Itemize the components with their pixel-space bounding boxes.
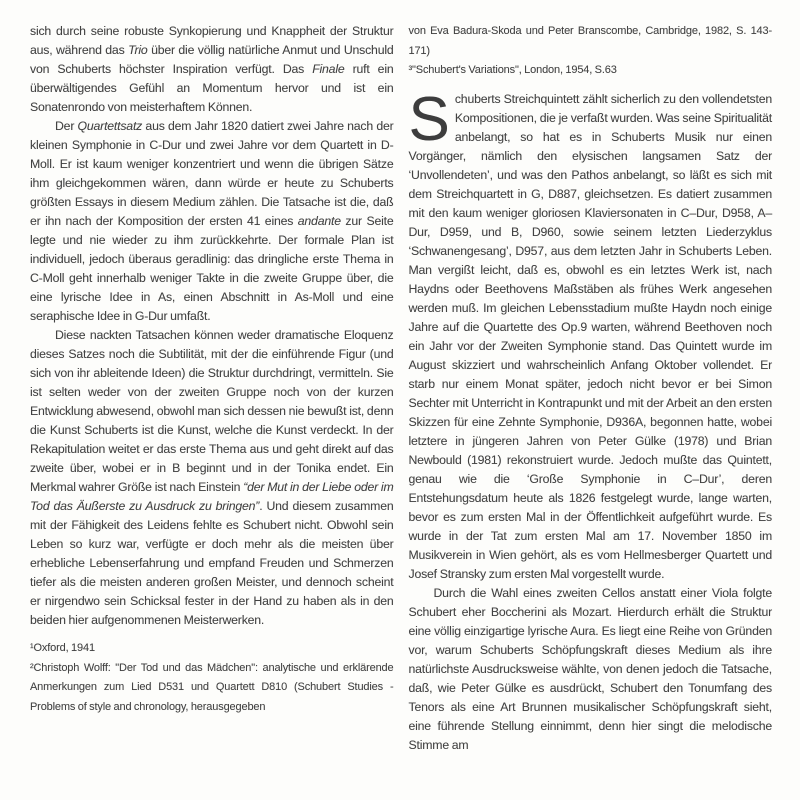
body-paragraph: [408, 84, 773, 584]
body-paragraph: [30, 117, 394, 326]
text-run: chuberts Streichquintett zählt sicherlich zu den vollendetsten Kompositionen, die je verfaßt wurden. Was seine Spiritualität anbelangt, so hat es in Schuberts Musik nur einen Vorgänger, nämlich den elysischen langsamen Satz der ‘Unvollendeten’, und was den Pathos anbelangt, so läßt es sich mit dem Streichquartett in G, D887, gleichsetzen. Es datiert zusammen mit den kaum weniger gloriosen Klaviersonaten in C–Dur, D958, A–Dur, D959, und B, D960, sowie seinem letzten Liederzyklus ‘Schwanengesang’, D957, aus dem letzten Jahr in Schuberts Leben. Man vergißt leicht, daß es, obwohl es ein letztes Werk ist, nach Haydns oder Beethovens Maßstäben als frühes Werk angesehen werden muß. Im gleichen Lebensstadium mußte Haydn noch einige Jahre auf die Quartette des Op.9 warten, während Beethoven noch ein Jahr vor der Zweiten Symphonie stand. Das Quintett wurde im August skizziert und wahrscheinlich Anfang Oktober vollendet. Er starb nur einem Monat später, jedoch nicht bevor er bei Simon Sechter mit Unterricht in Kontrapunkt und mit der Arbeit an den ersten Skizzen für eine Zehnte Symphonie, D936A, begonnen hatte, wobei letztere in jüngeren Jahren von Peter Gülke (1978) und Brian Newbould (1981) rekonstruiert wurde. Jedoch mußte das Quintett, genau wie die ‘Große Symphonie in C–Dur’, deren Entstehungsdatum heute als 1826 festgelegt wurde, lange warten, bevor es zum ersten Mal in der Öffentlichkeit aufgeführt wurde. Es wurde in der Tat zum ersten Mal am 17. November 1850 im Musikverein in Wien gehört, als es vom Hellmesberger Quartett und Josef Stransky zum ersten Mal vorgestellt wurde.: [408, 91, 772, 581]
italic-text-run: “der Mut in der Liebe oder im Tod das Äußerste zu Ausdruck zu bringen”: [30, 480, 394, 513]
body-paragraph: [30, 22, 394, 117]
text-run: ²Christoph Wolff: "Der Tod und das Mädchen": analytische und erklärende Anmerkungen zum Lied D531 und Quartett D810 (Schubert Studies - Problems of style and chronology, herausgegeben: [30, 661, 394, 713]
text-run: Der: [55, 119, 78, 133]
footnote: [30, 659, 394, 718]
text-run: Durch die Wahl eines zweiten Cellos anstatt einer Viola folgte Schubert eher Boccherini als Mozart. Hierdurch erhält die Struktur eine völlig einzigartige lyrische Aura. Es liegt eine Reihe von Gründen vor, warum Schuberts Schöpfungskraft dieses Medium als ihre natürlichste Ausdrucksweise wählte, von denen jedoch die Tatsache, daß, wie Peter Gülke es ausdrückt, Schubert den Tonumfang des Tenors als eine Art Brunnen musikalischer Schöpfungskraft sieht, eine führende Stellung einnimmt, denn hier singt die melodische Stimme am: [408, 585, 772, 752]
text-run: . Und diesem zusammen mit der Fähigkeit des Leidens fehlte es Schubert nicht. Obwohl sein Leben so kurz war, verfügte er doch mehr als die meisten über erhebliche Lebenserfahrung und empfand Freuden und Schmerzen tiefer als die meisten anderen großen Meister, und dennoch scheint er nirgendwo sein Schicksal fester in der Hand zu haben als in den beiden hier aufgenommenen Meisterwerken.: [30, 499, 394, 627]
text-run: ³"Schubert's Variations", London, 1954, S.63: [408, 64, 617, 76]
body-paragraph: [30, 326, 394, 630]
text-run: sich durch seine robuste Synkopierung und Knappheit der Struktur aus, während das: [30, 24, 394, 57]
italic-text-run: Quartettsatz: [77, 119, 143, 133]
footnote: [409, 61, 773, 81]
italic-text-run: Trio: [128, 43, 148, 57]
text-run: von Eva Badura-Skoda und Peter Branscombe, Cambridge, 1982, S. 143-171): [408, 25, 772, 57]
drop-cap-letter: S: [408, 84, 450, 154]
text-run: über die völlig natürliche Anmut und Unschuld von Schuberts höchster Inspiration verfügt. Das: [30, 43, 394, 76]
right-column: [409, 22, 773, 800]
italic-text-run: andante: [297, 214, 341, 228]
body-paragraph: [409, 584, 773, 755]
text-run: Diese nackten Tatsachen können weder dramatische Eloquenz dieses Satzes noch die Subtilität, mit der die einführende Figur (und sich von ihr ableitende Ideen) die Struktur durchdringt, vermitteln. Sie ist selten weder von der zweiten Gruppe noch von der kurzen Entwicklung abwesend, obwohl man sich dessen nie bewußt ist, denn die Kunst Schuberts ist die Kunst, welche die Kunst verdeckt. In der Rekapitulation weitet er das erste Thema aus und geht direkt auf das zweite über, wobei er in B beginnt und in der Tonika endet. Ein Merkmal wahrer Größe ist nach Einstein: [30, 328, 394, 494]
text-run: aus dem Jahr 1820 datiert zwei Jahre nach der kleinen Symphonie in C-Dur und zwei Jahre vor dem Quartett in D-Moll. Er ist kaum weniger konzentriert und wenn die übrigen Sätze ihm gleichgekommen wären, dann würde er heute zu Schuberts größten Essays in diesem Medium zählen. Die Tatsache ist die, daß er ihn nach der Komposition der ersten 41 eines: [30, 119, 394, 228]
text-run: ¹Oxford, 1941: [30, 642, 95, 654]
text-run: ruft ein überwältigendes Gefühl an Momentum hervor und ist ein Sonatenrondo von meisterhaftem Können.: [30, 62, 394, 114]
text-run: zur Seite legte und nie wieder zu ihm zurückkehrte. Der formale Plan ist individuell, jedoch überaus geradlinig: das dringliche erste Thema in C-Moll geht innerhalb weniger Takte in die zweite Gruppe über, die eine lyrische Idee in As, einen Abschnitt in As-Moll und eine seraphische Idee in G-Dur umfaßt.: [30, 214, 394, 323]
footnote: [409, 22, 773, 61]
left-column: [30, 22, 394, 800]
footnote: [30, 639, 394, 659]
italic-text-run: Finale: [312, 62, 345, 76]
